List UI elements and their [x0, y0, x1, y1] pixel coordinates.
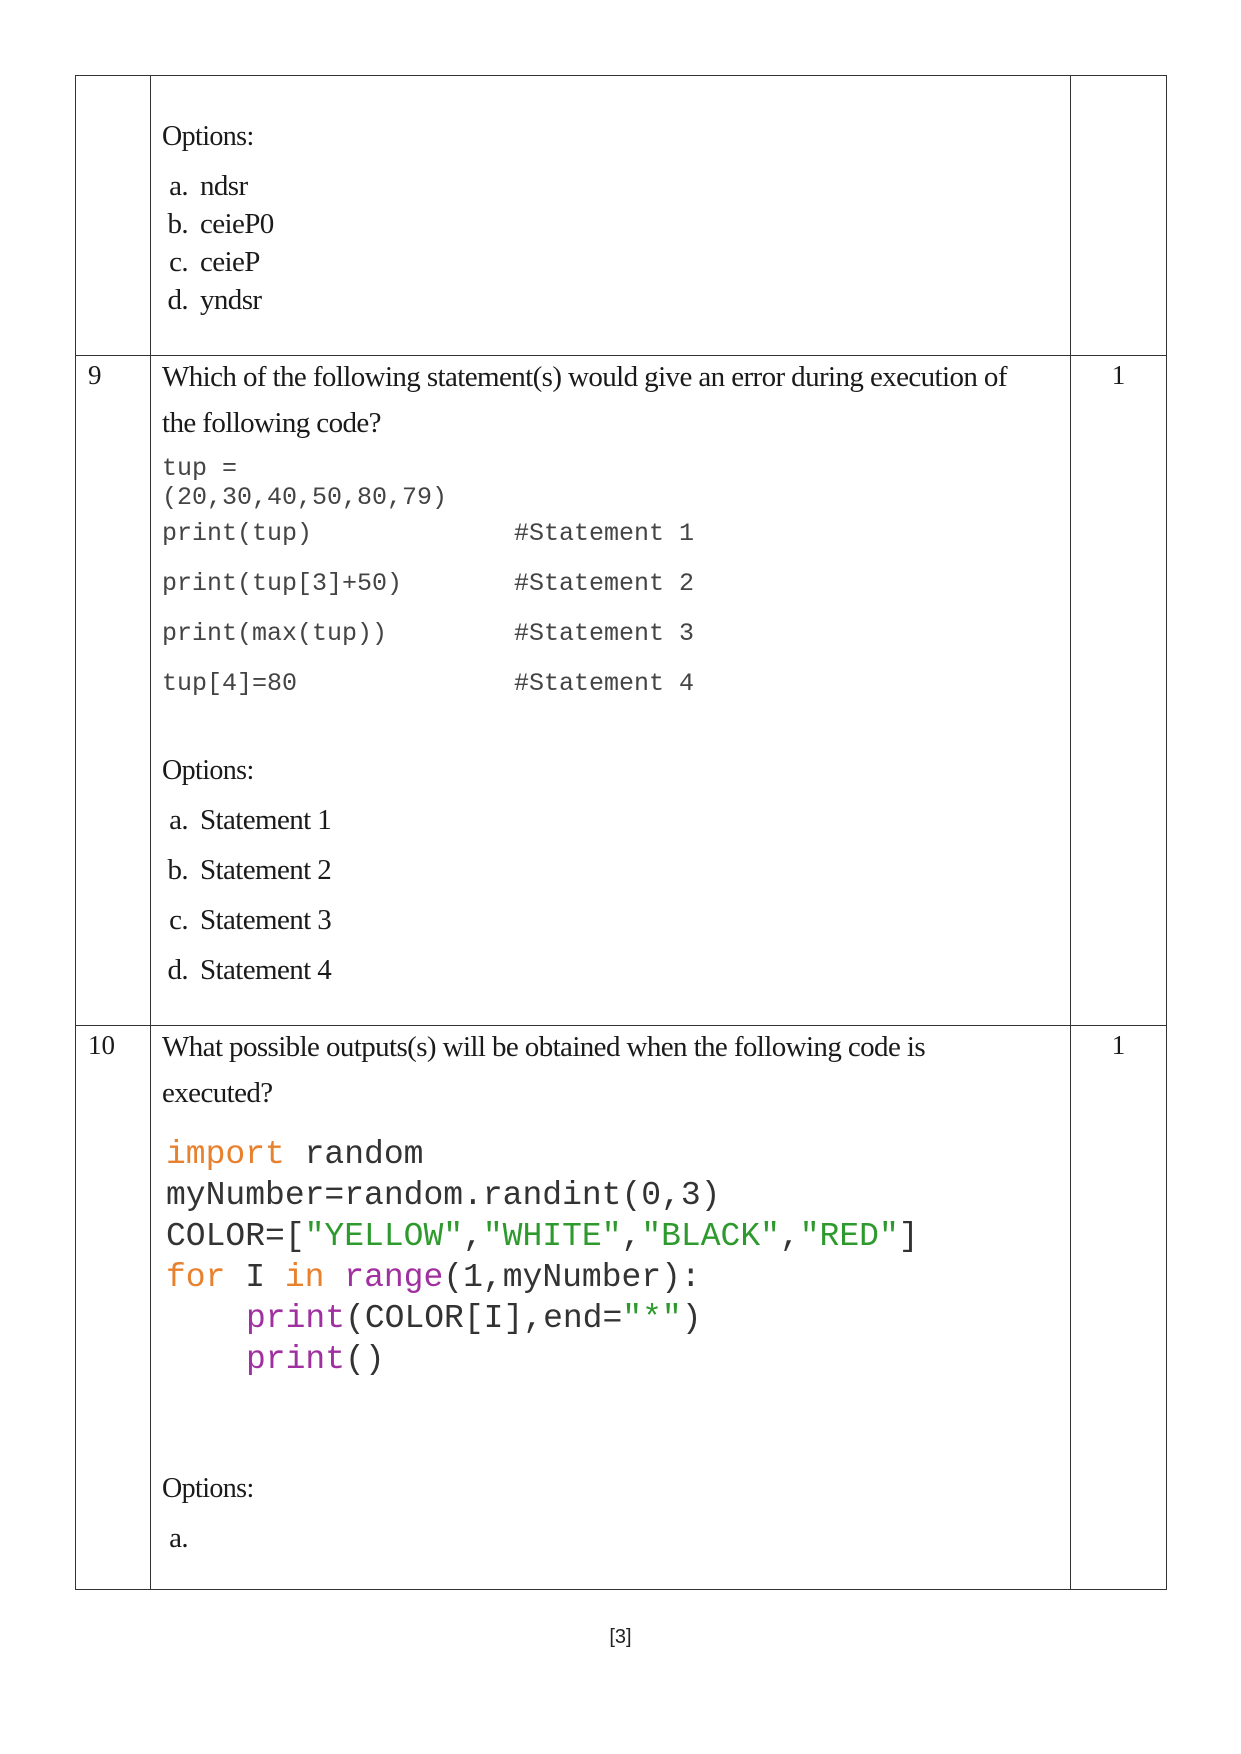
code-text: print(tup[3]+50) [162, 568, 403, 598]
question-text-line-2: the following code? [162, 407, 381, 439]
option-item [151, 170, 1070, 208]
option-text: Statement 3 [200, 904, 332, 936]
python-code-block [151, 1128, 1070, 1380]
option-item [151, 284, 1070, 322]
code-line [166, 1257, 1070, 1298]
option-text: Statement 2 [200, 854, 332, 886]
code-text: (COLOR[I],end= [345, 1300, 623, 1337]
code-line [166, 1339, 1070, 1380]
option-text: yndsr [200, 284, 262, 316]
code-line [162, 454, 1070, 512]
code-text: COLOR=[ [166, 1218, 305, 1255]
option-item [151, 954, 1070, 1004]
code-text: () [345, 1341, 385, 1378]
option-item [151, 208, 1070, 246]
option-item [151, 854, 1070, 904]
code-comment: #Statement 1 [514, 518, 695, 548]
question-body [151, 76, 1071, 356]
question-number: 9 [76, 356, 151, 1026]
option-letter: d. [167, 954, 188, 986]
code-string: "RED" [799, 1218, 899, 1255]
question-row-9 [76, 356, 1167, 1026]
option-item [151, 804, 1070, 854]
code-string: "YELLOW" [304, 1218, 464, 1255]
option-letter: a. [169, 804, 188, 836]
question-text-line-2: executed? [162, 1077, 273, 1109]
code-comment: #Statement 2 [514, 568, 695, 598]
code-string: "*" [622, 1300, 682, 1337]
code-text: tup[4]=80 [162, 668, 298, 698]
options-list [151, 1522, 1070, 1562]
code-function: print [246, 1300, 346, 1337]
code-line [162, 658, 1070, 708]
code-line [166, 1134, 1070, 1175]
code-text: I [225, 1259, 285, 1296]
option-letter: a. [169, 170, 188, 202]
options-label: Options: [162, 1473, 254, 1504]
options-list [151, 170, 1070, 322]
question-text-line-1: Which of the following statement(s) would give an error during execution of [162, 361, 1007, 393]
marks: 1 [1071, 356, 1167, 1026]
code-block [162, 454, 1070, 708]
marks-cell [1071, 76, 1167, 356]
page-number: [3] [609, 1626, 632, 1648]
code-text: ) [681, 1300, 702, 1337]
option-letter: c. [169, 904, 188, 936]
option-letter: a. [169, 1522, 188, 1554]
code-text: (1,myNumber): [443, 1259, 701, 1296]
code-comment: #Statement 3 [514, 618, 695, 648]
code-comment: #Statement 4 [514, 668, 695, 698]
question-row-8-tail [76, 76, 1167, 356]
code-keyword: for [166, 1259, 226, 1296]
option-text: Statement 4 [200, 954, 332, 986]
code-text: ] [898, 1218, 919, 1255]
code-line: myNumber=random.randint(0,3) [166, 1177, 721, 1214]
option-item [151, 246, 1070, 284]
question-number: 10 [76, 1026, 151, 1590]
code-text: random [284, 1136, 424, 1173]
code-keyword: in [284, 1259, 325, 1296]
code-string: "WHITE" [482, 1218, 622, 1255]
option-letter: b. [167, 854, 188, 886]
option-text: Statement 1 [200, 804, 332, 836]
option-item [151, 1522, 1070, 1562]
question-body [151, 356, 1071, 1026]
marks: 1 [1071, 1026, 1167, 1590]
option-text: ceieP [200, 246, 260, 278]
code-line [162, 608, 1070, 658]
code-string: "BLACK" [641, 1218, 780, 1255]
option-letter: d. [167, 284, 188, 316]
code-line [162, 558, 1070, 608]
option-letter: c. [169, 246, 188, 278]
option-text: ceieP0 [200, 208, 274, 240]
code-line [162, 508, 1070, 558]
code-line [166, 1298, 1070, 1339]
code-function: range [344, 1259, 444, 1296]
code-text: print(tup) [162, 518, 313, 548]
code-text: tup = (20,30,40,50,80,79) [162, 454, 448, 512]
options-label: Options: [162, 121, 254, 152]
question-body [151, 1026, 1071, 1590]
question-number-cell [76, 76, 151, 356]
options-list [151, 804, 1070, 1004]
option-item [151, 904, 1070, 954]
option-letter: b. [167, 208, 188, 240]
code-keyword: import [166, 1136, 285, 1173]
question-row-10 [76, 1026, 1167, 1590]
options-label: Options: [162, 755, 254, 786]
question-text-line-1: What possible outputs(s) will be obtained when the following code is [162, 1031, 926, 1063]
code-text: print(max(tup)) [162, 618, 388, 648]
question-table [75, 75, 1167, 1590]
code-line: COLOR=["YELLOW","WHITE","BLACK","RED"] [166, 1218, 919, 1255]
option-text: ndsr [200, 170, 248, 202]
code-function: print [246, 1341, 346, 1378]
